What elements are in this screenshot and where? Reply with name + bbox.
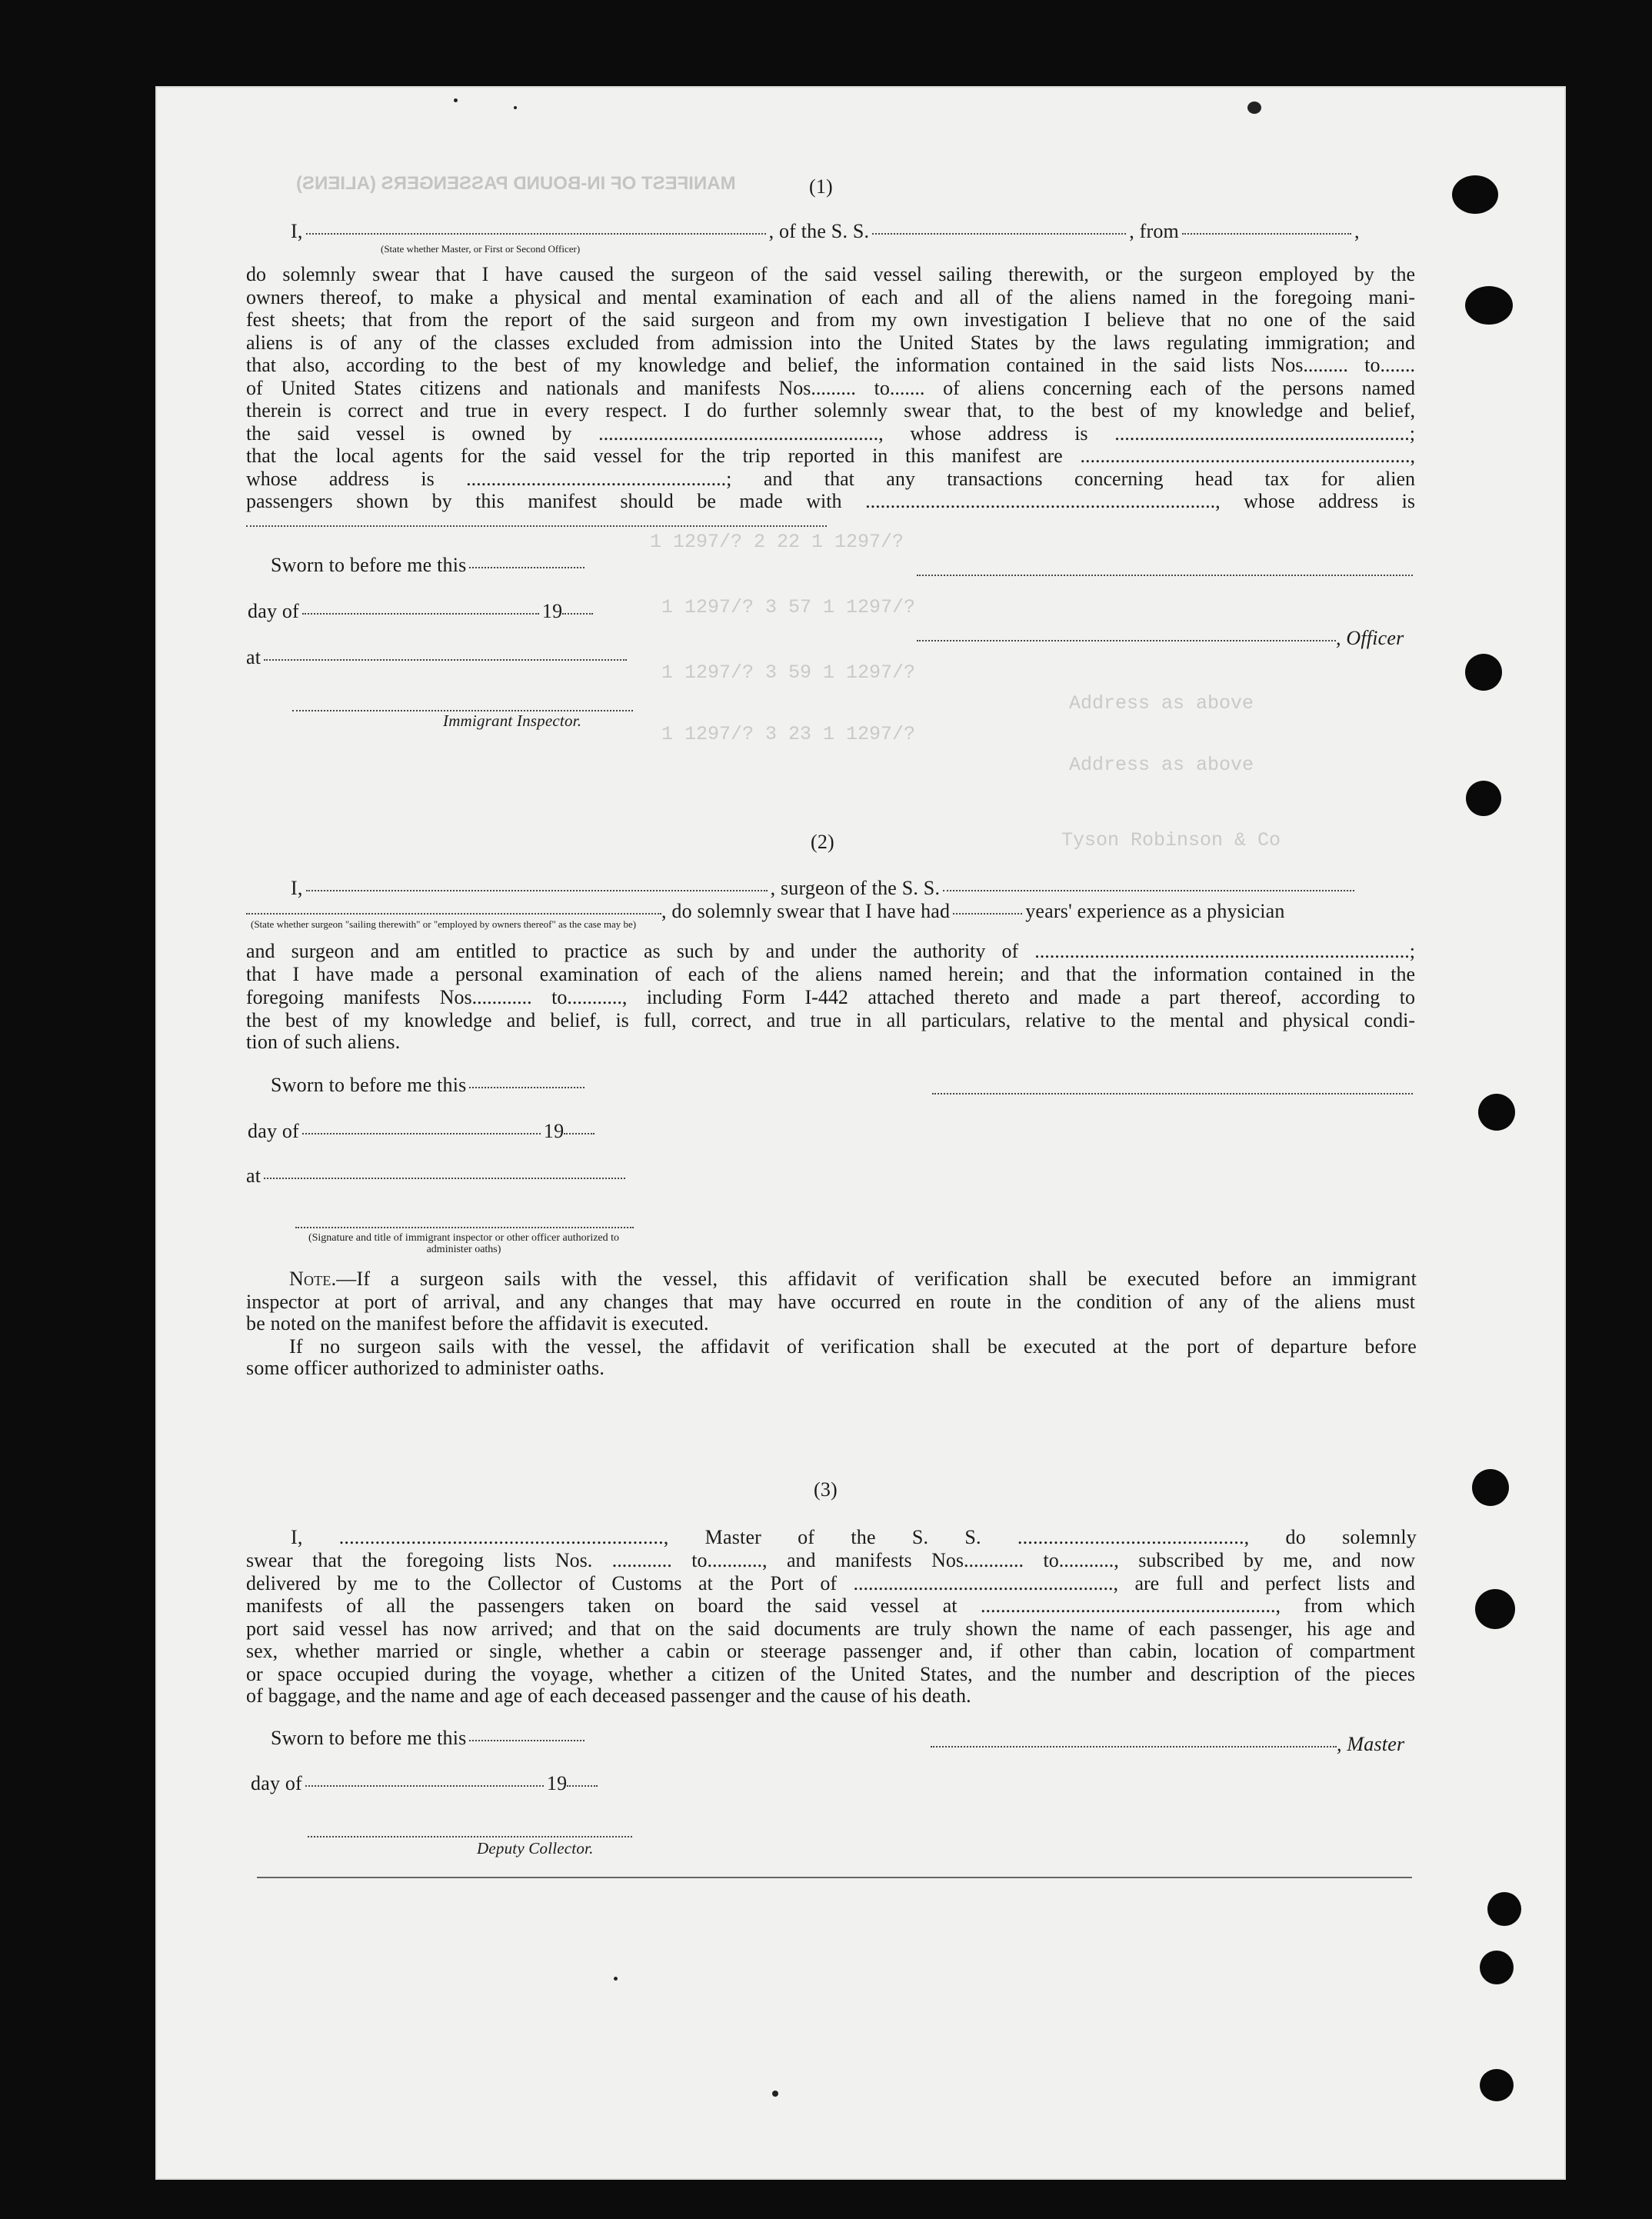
- ink-speck: [614, 1977, 618, 1981]
- show-through-text: Address as above: [1069, 754, 1254, 776]
- section-1-para-line: therein is correct and true in every respect. I do further solemnly swear that, to the best of my knowledge and belief,: [246, 399, 1415, 421]
- master-signature-line: [931, 1733, 1404, 1756]
- sworn-line: [271, 1074, 588, 1097]
- ink-speck: [772, 2091, 778, 2097]
- note2-line-2: some officer authorized to administer oaths.: [246, 1357, 605, 1379]
- show-through-text: 1 1297/? 3 59 1 1297/?: [661, 661, 916, 684]
- section-1-para-line: fest sheets; that from the report of the said surgeon and from my own investigation I believe that no one of the said: [246, 308, 1415, 331]
- section-1-para-line: the said vessel is owned by ........................................................, whose address is ...........................................................;: [246, 421, 1415, 445]
- punch-hole: [1480, 2069, 1514, 2101]
- section-2-para-line: and surgeon and am entitled to practice as such by and under the authority of ...........................................................................;: [246, 940, 1415, 962]
- section-3-number: (3): [814, 1478, 838, 1501]
- day-of-line: [248, 600, 596, 623]
- note-line-3: be noted on the manifest before the affidavit is executed.: [246, 1312, 709, 1334]
- ink-speck: [1247, 102, 1261, 114]
- year-label: 19: [546, 1772, 568, 1794]
- section-1-para-line: that also, according to the best of my knowledge and belief, the information contained in the said lists Nos......... to.......: [246, 354, 1415, 376]
- note-label: Note.: [289, 1268, 337, 1290]
- punch-hole: [1466, 781, 1501, 816]
- officer-label: , Officer: [1336, 627, 1404, 649]
- punch-hole: [1478, 1094, 1515, 1131]
- punch-hole: [1465, 286, 1513, 325]
- bottom-rule: [257, 1877, 1412, 1878]
- section-2-para-line: the best of my knowledge and belief, is full, correct, and true in all particulars, relative to the mental and physical condi-: [246, 1009, 1415, 1031]
- section-1-para-line: of United States citizens and nationals and manifests Nos......... to....... of aliens concerning each of the persons named: [246, 376, 1415, 399]
- show-through-text: Address as above: [1069, 692, 1254, 715]
- section-2-para-line: that I have made a personal examination of each of the aliens named herein; and that the information contained in the: [246, 963, 1415, 985]
- day-of-label: day of: [251, 1772, 302, 1794]
- section-1-para-line: whose address is ....................................................; and that any transactions concerning head tax for alien: [246, 467, 1415, 490]
- surgeon-signature-line: [932, 1080, 1413, 1103]
- blank-address-line: [246, 512, 827, 535]
- punch-hole: [1452, 175, 1498, 214]
- section-3-para-line: swear that the foregoing lists Nos. ............ to..........., and manifests Nos............ to..........., subscribed by me, and now: [246, 1549, 1415, 1571]
- section-3-para-line: or space occupied during the voyage, whether a citizen of the United States, and the number and description of the pieces: [246, 1662, 1415, 1685]
- section-1-para-line: do solemnly swear that I have caused the surgeon of the said vessel sailing therewith, or the surgeon employed by the: [246, 263, 1415, 285]
- note2-line-1: If no surgeon sails with the vessel, the affidavit of verification shall be executed at the port of departure before: [289, 1335, 1417, 1358]
- punch-hole: [1480, 1951, 1514, 1984]
- section-1-para-line: aliens is of any of the classes excluded from admission into the United States by the laws regulating immigration; and: [246, 331, 1415, 354]
- show-through-text: 1 1297/? 3 23 1 1297/?: [661, 723, 916, 745]
- section-3-para-line: delivered by me to the Collector of Customs at the Port of ...................................................., are full and perfect lists and: [246, 1571, 1415, 1594]
- section-1-para-line: passengers shown by this manifest should be made with ......................................................................, whose address is: [246, 490, 1415, 512]
- punch-hole: [1487, 1892, 1521, 1926]
- ink-speck: [454, 98, 458, 102]
- immigrant-inspector-label: Immigrant Inspector.: [443, 711, 582, 730]
- surgeon-of-label: , surgeon of the S. S.: [770, 877, 941, 899]
- section-3-line-1: I, ..............................................................., Master of the S. S. ............................................, do solemnly: [291, 1526, 1417, 1548]
- sworn-label: Sworn to before me this: [271, 1727, 467, 1749]
- punch-hole: [1472, 1469, 1509, 1506]
- sworn-label: Sworn to before me this: [271, 1074, 467, 1096]
- section-2-para-last-line: tion of such aliens.: [246, 1031, 401, 1053]
- punch-hole: [1465, 654, 1502, 691]
- year-label: 19: [543, 1120, 565, 1142]
- day-of-label: day of: [248, 1120, 299, 1142]
- section-1-para-line: owners thereof, to make a physical and mental examination of each and all of the aliens named in the foregoing mani-: [246, 285, 1415, 308]
- section-3-para-line: port said vessel has now arrived; and that on the said documents are truly shown the name of each passenger, his age and: [246, 1617, 1415, 1640]
- section-3-para-last-line: of baggage, and the name and age of each deceased passenger and the cause of his death.: [246, 1684, 971, 1707]
- section-2-line-1: [291, 877, 1357, 900]
- swear-label: , do solemnly swear that I have had: [661, 900, 951, 922]
- show-through-text: 1 1297/? 3 57 1 1297/?: [661, 596, 916, 618]
- sworn-line: [271, 1727, 588, 1750]
- ink-speck: [514, 106, 517, 109]
- surgeon-state-note: (State whether surgeon "sailing therewith" or "employed by owners thereof" as the case may be): [251, 918, 637, 930]
- state-whether-note: (State whether Master, or First or Second Officer): [381, 243, 581, 255]
- section-1-para-line: that the local agents for the said vessel for the trip reported in this manifest are ..................................................................,: [246, 445, 1415, 467]
- at-line: [246, 646, 630, 669]
- section-3-para-line: sex, whether married or single, whether a cabin or steerage passenger and, if other than cabin, location of compartment: [246, 1640, 1415, 1662]
- sworn-line: [271, 554, 588, 577]
- section-1-number: (1): [809, 175, 833, 198]
- officer-signature-line: [917, 561, 1413, 585]
- of-ss-label: , of the S. S.: [768, 220, 870, 242]
- punch-hole: [1475, 1589, 1515, 1629]
- i-label: I,: [291, 220, 303, 242]
- show-through-header: MANIFEST OF IN-BOUND PASSENGERS (ALIENS): [296, 173, 736, 194]
- day-of-label: day of: [248, 600, 299, 622]
- comma: ,: [1354, 220, 1360, 242]
- section-1-line-1: [291, 220, 1360, 243]
- officer-line: [917, 627, 1404, 650]
- year-label: 19: [541, 600, 563, 622]
- master-label: , Master: [1337, 1733, 1405, 1755]
- show-through-text: Tyson Robinson & Co: [1061, 829, 1281, 851]
- show-through-text: 1 1297/? 2 22 1 1297/?: [650, 531, 904, 553]
- i-label: I,: [291, 877, 303, 899]
- at-line: [246, 1164, 628, 1188]
- from-label: , from: [1129, 220, 1179, 242]
- section-2-number: (2): [811, 831, 834, 853]
- at-label: at: [246, 1164, 261, 1187]
- signature-title-note: (Signature and title of immigrant inspector or other officer authorized to administer oaths): [308, 1232, 620, 1255]
- years-label: years' experience as a physician: [1025, 900, 1285, 922]
- note-line-2: inspector at port of arrival, and any changes that may have occurred en route in the condition of any of the aliens must: [246, 1291, 1415, 1313]
- note-line-1: [289, 1268, 1417, 1291]
- at-label: at: [246, 646, 261, 668]
- day-of-line: [248, 1120, 598, 1143]
- section-3-para-line: manifests of all the passengers taken on board the said vessel at ..........................................................., from which: [246, 1594, 1415, 1617]
- note-text: —If a surgeon sails with the vessel, this affidavit of verification shall be executed before an immigrant: [336, 1268, 1417, 1290]
- section-2-para-line: foregoing manifests Nos............ to..........., including Form I-442 attached thereto and made a part thereof, according to: [246, 986, 1415, 1008]
- day-of-line: [251, 1772, 601, 1795]
- sworn-label: Sworn to before me this: [271, 554, 467, 576]
- deputy-collector-label: Deputy Collector.: [477, 1839, 594, 1857]
